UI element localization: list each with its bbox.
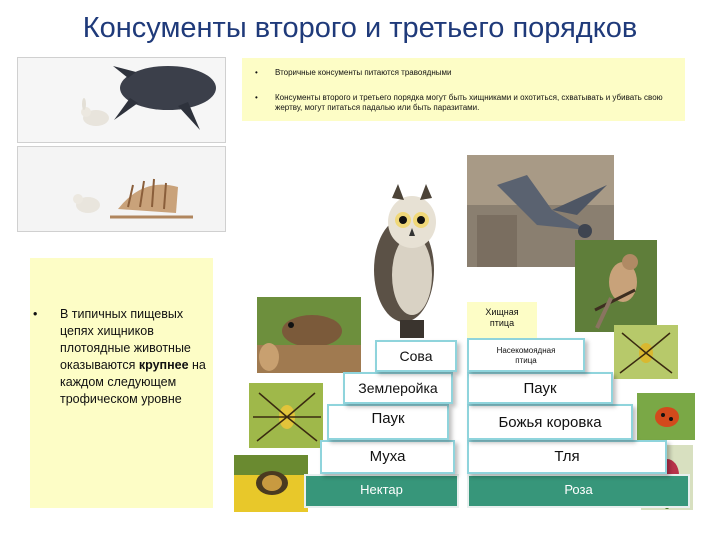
shrew-image <box>257 297 361 373</box>
right-step-4 <box>467 338 585 372</box>
ladybug-image <box>637 393 695 440</box>
top-note-item-2: Консументы второго и третьего порядка могут быть хищниками и охотиться, схватывать и убивать свою жертву, могут питаться падалью или быть паразитами. <box>275 93 663 112</box>
top-note <box>242 58 685 121</box>
right-step-3 <box>467 372 613 404</box>
left-step-2 <box>327 404 449 440</box>
left-note-text-part2: на каждом следующем трофическом уровне <box>60 358 206 406</box>
left-step-4-label: Сова <box>399 348 433 364</box>
spider-image-left <box>249 383 323 448</box>
right-step-1-label: Тля <box>554 448 580 465</box>
left-note-text <box>60 306 210 408</box>
top-note-item-1: Вторичные консументы питаются травоядными <box>275 68 452 77</box>
right-step-5-label: Хищная птица <box>485 307 519 328</box>
left-note <box>30 258 213 508</box>
bullet-2: • <box>255 93 258 102</box>
owl-image <box>362 180 444 340</box>
spider-image-right <box>614 325 678 379</box>
right-step-1 <box>467 440 667 474</box>
left-step-4 <box>375 340 457 372</box>
insectivorous-bird-image <box>575 240 657 332</box>
right-step-3-label: Паук <box>523 380 557 397</box>
fly-image <box>234 455 308 512</box>
right-base-step <box>467 474 690 508</box>
right-base-label: Роза <box>564 482 593 497</box>
left-step-3-label: Землеройка <box>358 380 438 396</box>
left-note-bold: крупнее <box>138 358 189 372</box>
right-step-2 <box>467 404 633 440</box>
bullet-1: • <box>255 68 258 77</box>
rabbit-skeleton-photo <box>17 146 226 232</box>
left-base-step <box>304 474 459 508</box>
slide-title: Консументы второго и третьего порядков <box>82 12 638 44</box>
wolf-rabbit-photo <box>17 57 226 143</box>
left-note-text-part1: В типичных пищевых цепях хищников плотоядные животные оказываются <box>60 307 191 372</box>
right-step-4-label: Насекомоядная птица <box>496 346 556 365</box>
right-step-5 <box>467 302 537 338</box>
right-step-2-label: Божья коровка <box>498 414 602 431</box>
bullet-3: • <box>33 307 38 321</box>
left-step-2-label: Паук <box>371 410 405 427</box>
left-base-label: Нектар <box>360 482 403 497</box>
left-step-1-label: Муха <box>369 448 406 465</box>
left-step-3 <box>343 372 453 404</box>
left-step-1 <box>320 440 455 474</box>
